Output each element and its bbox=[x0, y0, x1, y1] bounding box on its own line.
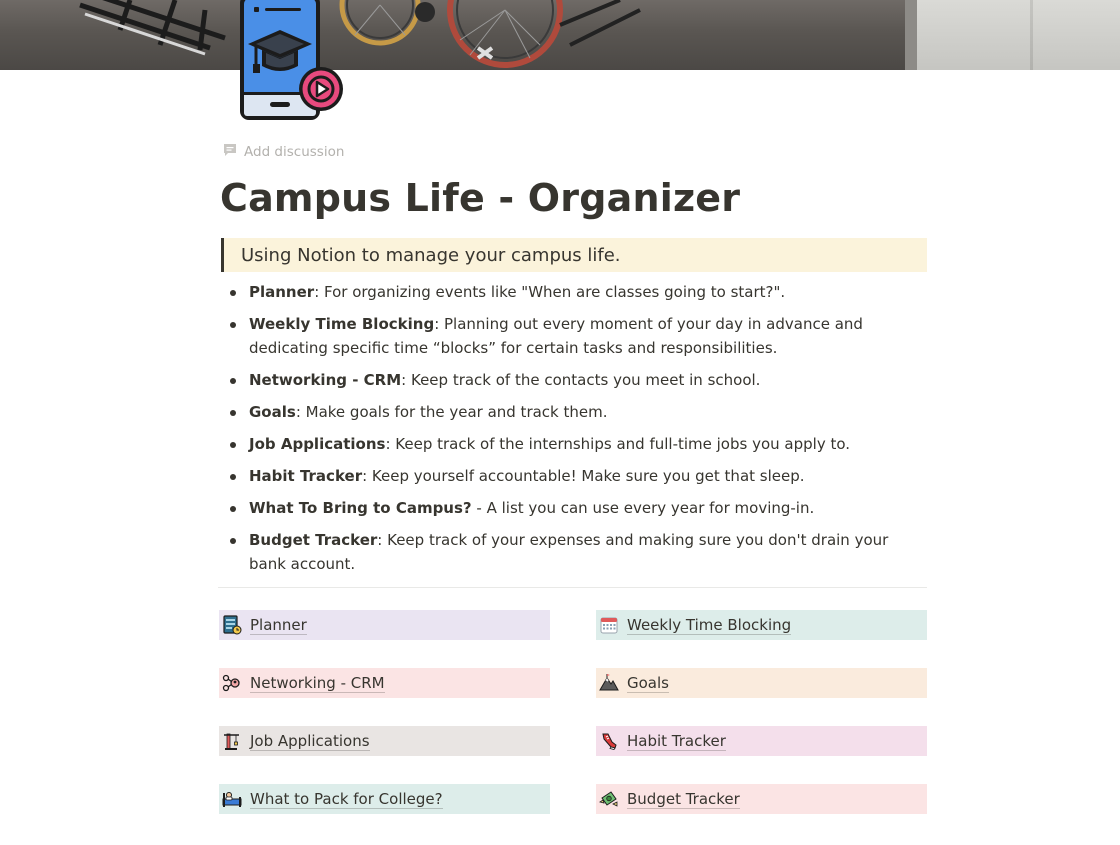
bullet-text: : Keep yourself accountable! Make sure you get that sleep. bbox=[362, 467, 805, 485]
bullet-item[interactable] bbox=[228, 528, 918, 576]
quote-text: Using Notion to manage your campus life. bbox=[241, 244, 621, 266]
page-link-weekly-time-blocking[interactable] bbox=[596, 610, 927, 640]
comment-icon bbox=[222, 142, 238, 162]
feature-bullet-list bbox=[228, 280, 918, 584]
bullet-title: Goals bbox=[249, 403, 296, 421]
crane-icon bbox=[221, 730, 243, 752]
page-link-label: Goals bbox=[627, 673, 669, 692]
bullet-title: Job Applications bbox=[249, 435, 386, 453]
add-discussion-label: Add discussion bbox=[244, 144, 345, 160]
cover-image[interactable] bbox=[0, 0, 1120, 70]
bullet-text: - A list you can use every year for moving-in. bbox=[471, 499, 815, 517]
bullet-text: : For organizing events like "When are classes going to start?". bbox=[314, 283, 786, 301]
add-discussion-button[interactable] bbox=[222, 142, 344, 162]
page-link-job-applications[interactable] bbox=[219, 726, 550, 756]
page-link-label: Planner bbox=[250, 615, 307, 634]
bullet-text: : Keep track of the contacts you meet in school. bbox=[401, 371, 761, 389]
page-link-label: Networking - CRM bbox=[250, 673, 385, 692]
bullet-item[interactable] bbox=[228, 280, 918, 304]
bullet-item[interactable] bbox=[228, 464, 918, 488]
bullet-item[interactable] bbox=[228, 496, 918, 520]
bed-icon bbox=[221, 788, 243, 810]
page-link-habit-tracker[interactable] bbox=[596, 726, 927, 756]
bullet-title: Habit Tracker bbox=[249, 467, 363, 485]
bullet-item[interactable] bbox=[228, 368, 918, 392]
bullet-title: What To Bring to Campus? bbox=[249, 499, 472, 517]
page-link-networking-crm[interactable] bbox=[219, 668, 550, 698]
page-title[interactable]: Campus Life - Organizer bbox=[220, 176, 741, 220]
bullet-title: Networking - CRM bbox=[249, 371, 402, 389]
bullet-item[interactable] bbox=[228, 312, 918, 360]
page-link-goals[interactable] bbox=[596, 668, 927, 698]
bullet-text: : Planning out every moment of your day in advance and dedicating specific time “blocks” for certain tasks and responsibilities. bbox=[249, 315, 863, 357]
page-link-budget-tracker[interactable] bbox=[596, 784, 927, 814]
mountain-icon bbox=[598, 672, 620, 694]
bullet-item[interactable] bbox=[228, 400, 918, 424]
bullet-title: Budget Tracker bbox=[249, 531, 378, 549]
page-link-label: Habit Tracker bbox=[627, 731, 726, 750]
quote-block[interactable] bbox=[221, 238, 927, 272]
page-link-planner[interactable] bbox=[219, 610, 550, 640]
page-link-what-to-pack[interactable] bbox=[219, 784, 550, 814]
money-icon bbox=[598, 788, 620, 810]
bullet-text: : Keep track of your expenses and making sure you don't drain your bank account. bbox=[249, 531, 889, 573]
bullet-text: : Keep track of the internships and full-time jobs you apply to. bbox=[385, 435, 851, 453]
page-link-label: Weekly Time Blocking bbox=[627, 615, 792, 634]
bullet-title: Planner bbox=[249, 283, 315, 301]
page-link-label: Budget Tracker bbox=[627, 789, 740, 808]
mobile-graduation-video-icon[interactable] bbox=[232, 0, 352, 128]
sneaker-icon bbox=[598, 730, 620, 752]
page-link-label: What to Pack for College? bbox=[250, 789, 443, 808]
bullet-title: Weekly Time Blocking bbox=[249, 315, 435, 333]
calendar-icon bbox=[598, 614, 620, 636]
divider bbox=[218, 587, 927, 588]
cover-bikes-illustration bbox=[0, 0, 1120, 70]
page-link-label: Job Applications bbox=[250, 731, 370, 750]
bullet-item[interactable] bbox=[228, 432, 918, 456]
planner-icon bbox=[221, 614, 243, 636]
network-icon bbox=[221, 672, 243, 694]
bullet-text: : Make goals for the year and track them. bbox=[295, 403, 608, 421]
